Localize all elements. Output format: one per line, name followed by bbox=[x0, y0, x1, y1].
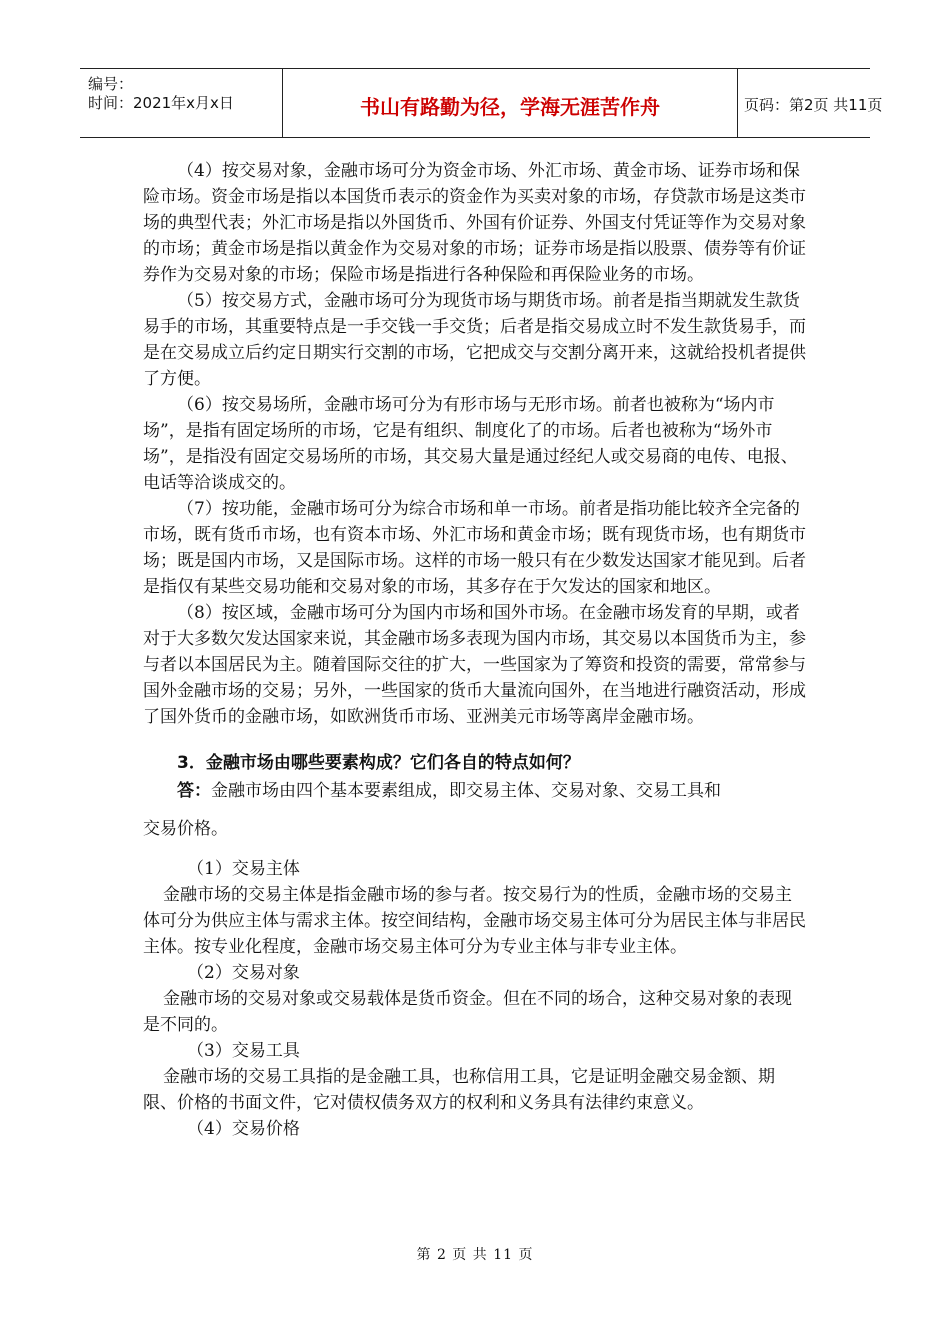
paragraph-6: （6）按交易场所，金融市场可分为有形市场与无形市场。前者也被称为“场内市场”，是指有固定场所的市场，它是有组织、制度化了的市场。后者也被称为“场外市场”，是指没有固定交易场所的市场，其交易大量是通过经纪人或交易商的电传、电报、电话等洽谈成交的。 bbox=[143, 395, 798, 493]
question-heading: 3．金融市场由哪些要素构成？它们各自的特点如何？ bbox=[177, 753, 580, 773]
header-motto-cell bbox=[282, 69, 738, 137]
page-info: 页码：第2页 共11页 bbox=[744, 96, 883, 114]
answer-text: 金融市场由四个基本要素组成，即交易主体、交易对象、交易工具和 bbox=[211, 781, 721, 801]
document-body bbox=[143, 158, 807, 1142]
paragraph-5: （5）按交易方式，金融市场可分为现货市场与期货市场。前者是指当期就发生款货易手的市场，其重要特点是一手交钱一手交货；后者是指交易成立时不发生款货易手，而是在交易成立后约定日期实行交割的市场，它把成交与交割分离开来，这就给投机者提供了方便。 bbox=[143, 291, 806, 389]
header-left-cell bbox=[80, 69, 282, 137]
page-footer bbox=[0, 1244, 950, 1264]
answer-line bbox=[143, 778, 807, 804]
time-label: 时间：2021年x月x日 bbox=[88, 94, 234, 112]
section-body-1: 金融市场的交易主体是指金融市场的参与者。按交易行为的性质，金融市场的交易主体可分为供应主体与需求主体。按空间结构，金融市场交易主体可分为居民主体与非居民主体。按专业化程度，金融市场交易主体可分为专业主体与非专业主体。 bbox=[143, 885, 806, 957]
section-title-3: （3）交易工具 bbox=[187, 1041, 300, 1061]
header-right-cell bbox=[738, 69, 883, 137]
section-title-4: （4）交易价格 bbox=[187, 1119, 300, 1139]
section-title-1: （1）交易主体 bbox=[187, 859, 300, 879]
section-body-3: 金融市场的交易工具指的是金融工具，也称信用工具，它是证明金融交易金额、期限、价格的书面文件，它对债权债务双方的权利和义务具有法律约束意义。 bbox=[143, 1067, 775, 1113]
section-body-2: 金融市场的交易对象或交易载体是货币资金。但在不同的场合，这种交易对象的表现是不同的。 bbox=[143, 989, 792, 1035]
document-header bbox=[80, 68, 883, 138]
section-title-2: （2）交易对象 bbox=[187, 963, 300, 983]
footer-page-number: 第 2 页 共 11 页 bbox=[416, 1247, 534, 1263]
number-label: 编号： bbox=[88, 75, 134, 93]
answer-label: 答： bbox=[177, 781, 211, 801]
answer-continuation: 交易价格。 bbox=[143, 819, 228, 839]
paragraph-7: （7）按功能，金融市场可分为综合市场和单一市场。前者是指功能比较齐全完备的市场，既有货币市场，也有资本市场、外汇市场和黄金市场；既有现货市场，也有期货市场；既是国内市场，又是国际市场。这样的市场一般只有在少数发达国家才能见到。后者是指仅有某些交易功能和交易对象的市场，其多存在于欠发达的国家和地区。 bbox=[143, 499, 806, 597]
paragraph-8: （8）按区域，金融市场可分为国内市场和国外市场。在金融市场发育的早期，或者对于大多数欠发达国家来说，其金融市场多表现为国内市场，其交易以本国货币为主，参与者以本国居民为主。随着国际交往的扩大，一些国家为了筹资和投资的需要，常常参与国外金融市场的交易；另外，一些国家的货币大量流向国外，在当地进行融资活动，形成了国外货币的金融市场，如欧洲货币市场、亚洲美元市场等离岸金融市场。 bbox=[143, 603, 806, 727]
paragraph-4: （4）按交易对象，金融市场可分为资金市场、外汇市场、黄金市场、证券市场和保险市场。资金市场是指以本国货币表示的资金作为买卖对象的市场，存贷款市场是这类市场的典型代表；外汇市场是指以外国货币、外国有价证券、外国支付凭证等作为交易对象的市场；黄金市场是指以黄金作为交易对象的市场；证券市场是指以股票、债券等有价证券作为交易对象的市场；保险市场是指进行各种保险和再保险业务的市场。 bbox=[143, 161, 806, 285]
motto: 书山有路勤为径，学海无涯苦作舟 bbox=[360, 95, 660, 119]
